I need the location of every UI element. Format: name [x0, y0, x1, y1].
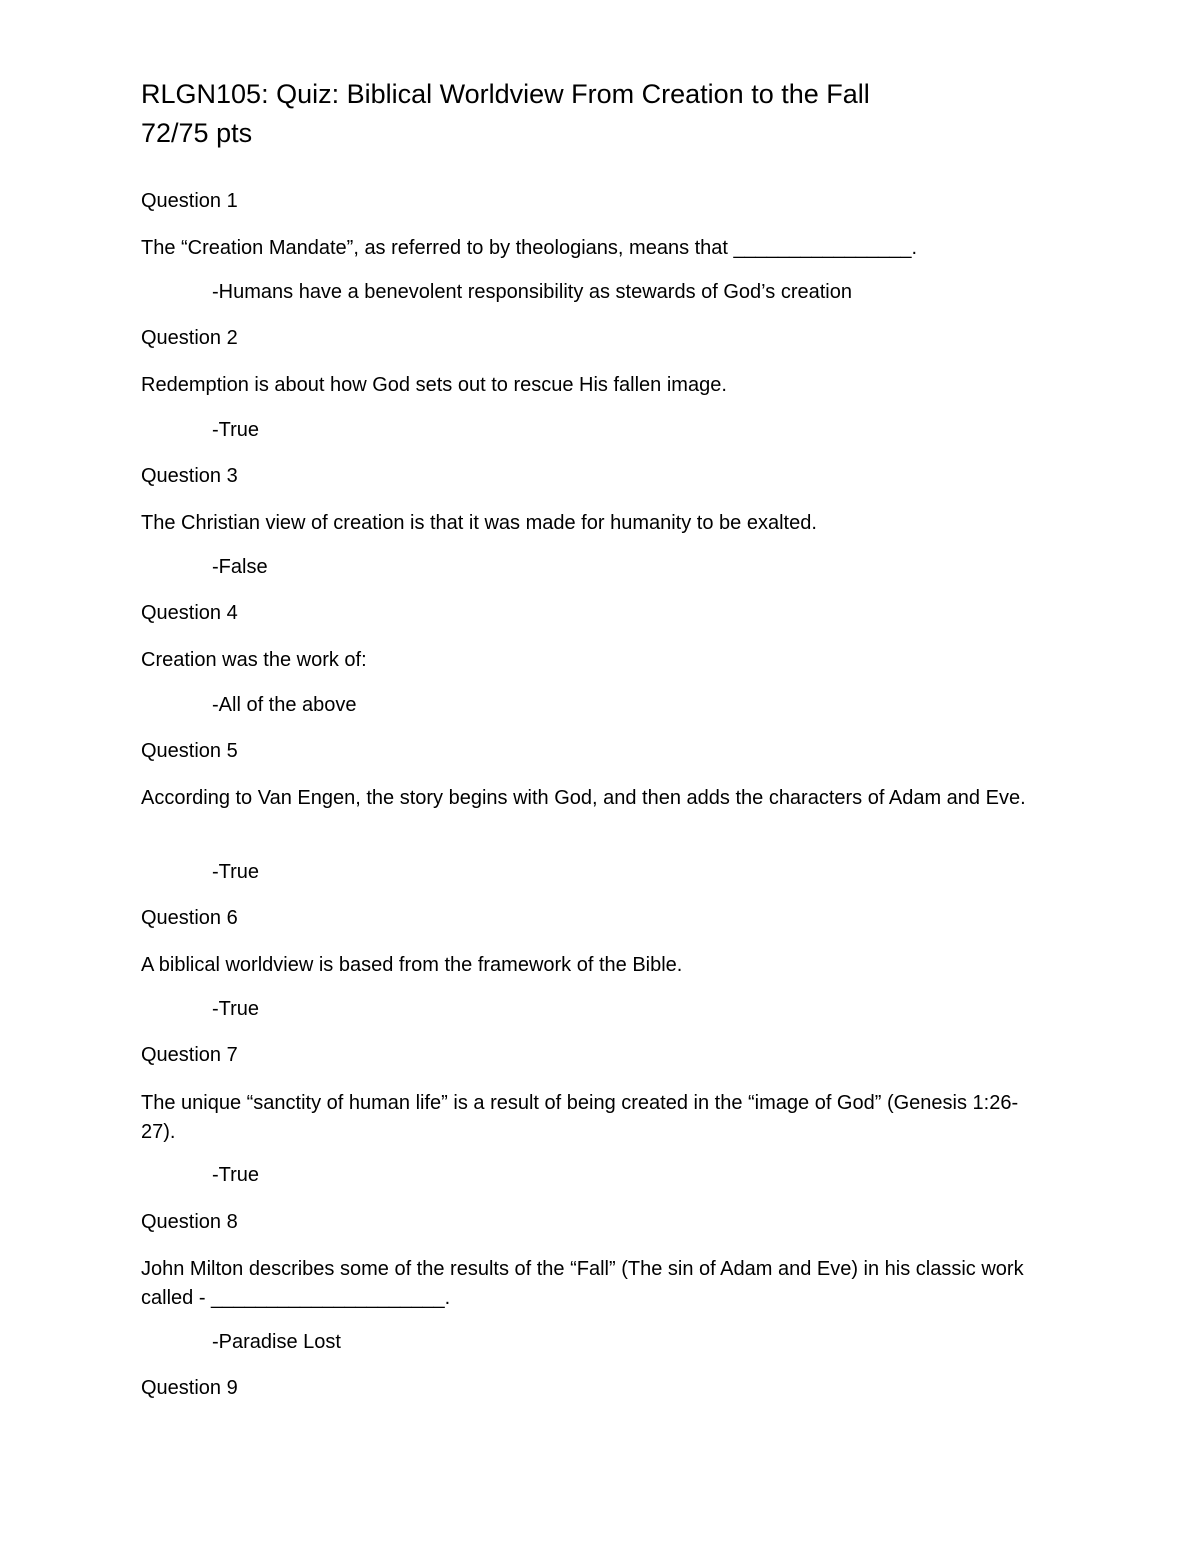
question-4-answer: -All of the above: [212, 694, 357, 716]
question-9-label: Question 9: [141, 1377, 238, 1399]
question-3-text: The Christian view of creation is that it was made for humanity to be exalted.: [141, 512, 817, 534]
question-6-text: A biblical worldview is based from the framework of the Bible.: [141, 954, 683, 976]
question-8-text: John Milton describes some of the results of the “Fall” (The sin of Adam and Eve) in his classic work called - _____________________.: [141, 1258, 1024, 1309]
question-6-answer: -True: [212, 998, 260, 1020]
question-2-text: Redemption is about how God sets out to rescue His fallen image.: [141, 374, 727, 396]
question-3-answer: -False: [212, 556, 268, 578]
question-7-answer: -True: [212, 1164, 260, 1186]
question-5-label: Question 5: [141, 740, 238, 762]
question-1-answer: -Humans have a benevolent responsibility as stewards of God’s creation: [212, 281, 852, 303]
question-8-answer: -Paradise Lost: [212, 1331, 341, 1353]
question-7-label: Question 7: [141, 1044, 238, 1066]
question-6-label: Question 6: [141, 907, 238, 929]
question-1-text: The “Creation Mandate”, as referred to by theologians, means that ________________.: [141, 237, 918, 259]
question-1-label: Question 1: [141, 190, 238, 212]
question-2-label: Question 2: [141, 327, 238, 349]
question-2-answer: -True: [212, 419, 260, 441]
question-4-text: Creation was the work of:: [141, 649, 367, 671]
question-5-text: According to Van Engen, the story begins with God, and then adds the characters of Adam and Eve.: [141, 787, 1026, 809]
document-title: RLGN105: Quiz: Biblical Worldview From Creation to the Fall: [141, 79, 870, 109]
question-5-answer: -True: [212, 861, 260, 883]
question-3-label: Question 3: [141, 465, 238, 487]
question-8-label: Question 8: [141, 1211, 238, 1233]
question-4-label: Question 4: [141, 602, 238, 624]
question-7-text: The unique “sanctity of human life” is a result of being created in the “image of God” (Genesis 1:26-27).: [141, 1092, 1019, 1143]
quiz-score: 72/75 pts: [141, 118, 253, 148]
